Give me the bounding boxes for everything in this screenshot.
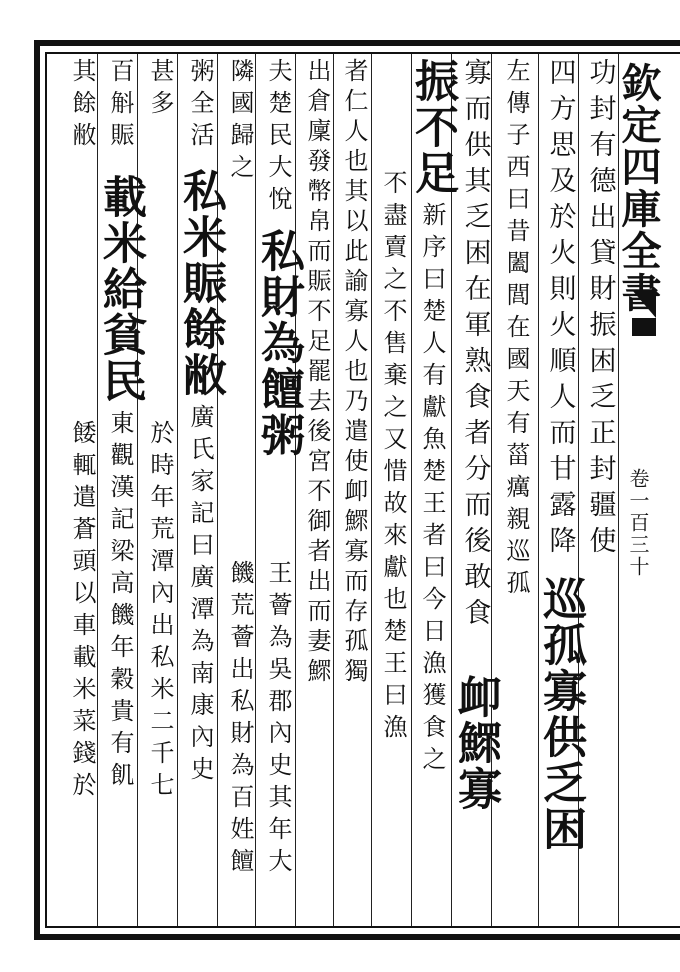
section-heading: 振不足 [407,58,458,196]
volume-number: 卷一百三十 [626,468,650,578]
text-column-6 [373,58,413,924]
section-heading: 私米賑餘敝 [175,168,226,398]
column-text: 新序曰楚人有獻魚楚王者曰今日漁獲食之 [418,202,446,778]
column-text: 隣國歸之 [226,58,254,186]
column-text: 粥全活 [186,58,214,154]
text-column-7 [334,58,374,924]
section-heading: 巡孤寡供乏困 [535,576,586,852]
text-column-2 [535,58,586,924]
text-column-10-tail [220,560,260,920]
column-text: 王薈為吳郡內史其年大 [264,560,292,880]
column-text: 出倉廩發幣帛而賑不足罷去後宮不御者出而妻鰥 [303,58,331,688]
column-text: 甚多 [146,58,174,122]
text-column-14-tail [62,420,102,920]
column-text: 於時年荒潭內出私米二千七 [146,420,174,804]
text-column-11 [175,58,226,924]
section-heading: 載米給貧民 [95,174,146,404]
book-title: 欽定四庫全書 [615,62,662,314]
column-text: 百斛賑 [106,58,134,154]
column-text: 者仁人也其以此諭寡人也乃遣使卹鰥寡而存孤獨 [340,58,368,688]
column-text: 餧輒遣蒼頭以車載米菜錢於 [68,420,96,804]
column-text: 左傳子西曰昔闔閭在國天有菑癘親巡孤 [502,58,530,602]
column-text: 廣氏家記曰廣潭為南康內史 [186,404,214,788]
column-text: 東觀漢記梁高饑年穀貴有飢 [106,410,134,794]
column-text: 饑荒薈出私財為百姓饘 [226,560,254,880]
column-text: 其餘敝 [68,58,96,154]
column-text: 功封有德出貸財振困乏正封疆使 [584,58,616,562]
column-text: 夫楚民大悅 [264,58,292,218]
column-text: 四方思及於火則火順人而甘露降 [544,58,576,562]
column-text: 寡而供其乏困在軍熟食者分而後敢食 [459,58,491,634]
text-column-4 [450,58,501,924]
text-column-9-tail [258,560,298,920]
text-column-8 [297,58,337,924]
fishtail-mark-icon [632,290,656,318]
text-column-1 [580,58,620,924]
text-column-3 [496,58,536,924]
section-heading: 私財為饘粥 [253,228,304,458]
text-column-5 [407,58,458,924]
column-text: 不盡賣之不售棄之又惜故來獻也楚王曰漁 [379,170,407,746]
section-heading: 卹鰥寡 [450,674,501,812]
page-margin-strip [615,58,662,924]
fishtail-block-icon [632,318,656,336]
text-column-13-main [95,58,146,924]
